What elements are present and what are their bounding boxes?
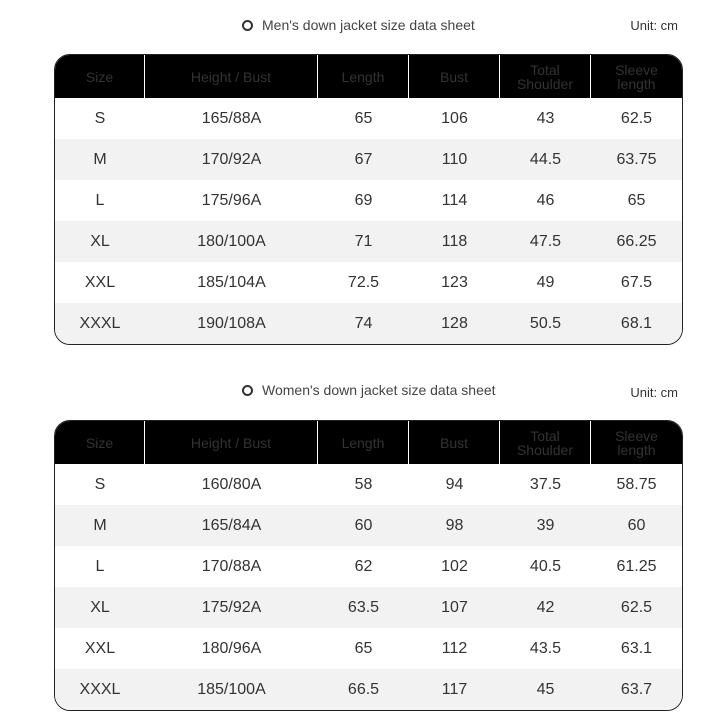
mens-unit-label: Unit: cm [630, 18, 678, 33]
cell-height-bust: 190/108A [197, 314, 266, 332]
cell-bust: 98 [445, 516, 464, 534]
table-row [55, 262, 682, 303]
cell-total-shoulder: 43.5 [529, 639, 562, 657]
table-row [55, 98, 682, 139]
table-row [55, 628, 682, 669]
circle-bullet-icon [242, 20, 253, 31]
table-row [55, 180, 682, 221]
cell-sleeve-length: 68.1 [620, 314, 653, 332]
cell-height-bust: 170/92A [201, 150, 262, 168]
cell-height-bust: 185/100A [197, 680, 266, 698]
cell-bust: 110 [441, 150, 468, 168]
cell-sleeve-length: 61.25 [616, 557, 657, 575]
header-total-shoulder: Total Shoulder [500, 421, 591, 464]
cell-height-bust: 180/100A [197, 232, 266, 250]
cell-sleeve-length: 63.7 [620, 680, 653, 698]
cell-total-shoulder: 43 [536, 109, 555, 127]
cell-sleeve-length: 63.75 [616, 150, 657, 168]
cell-length: 74 [354, 314, 373, 332]
header-sleeve-length: Sleeve length [615, 427, 658, 458]
cell-height-bust: 175/96A [201, 191, 262, 209]
table-row [55, 669, 682, 710]
cell-total-shoulder: 45 [536, 680, 555, 698]
cell-size: XL [90, 598, 110, 616]
cell-size: XXXL [79, 680, 121, 698]
cell-size: XXL [84, 639, 116, 657]
cell-sleeve-length: 67.5 [620, 273, 653, 291]
cell-length: 63.5 [347, 598, 380, 616]
cell-length: 58 [354, 475, 373, 493]
table-row [55, 464, 682, 505]
table-row [55, 221, 682, 262]
cell-length: 60 [354, 516, 373, 534]
cell-total-shoulder: 37.5 [529, 475, 562, 493]
womens-size-table [54, 420, 683, 711]
cell-bust: 107 [441, 598, 468, 616]
table-row [55, 546, 682, 587]
header-length: Length [318, 421, 409, 464]
table-header-row [55, 421, 682, 464]
cell-total-shoulder: 42 [536, 598, 555, 616]
table-header-row [55, 55, 682, 98]
cell-bust: 123 [441, 273, 468, 291]
womens-unit-label: Unit: cm [630, 385, 678, 400]
cell-size: S [94, 475, 106, 493]
cell-bust: 106 [441, 109, 468, 127]
cell-bust: 128 [441, 314, 468, 332]
cell-length: 71 [354, 232, 373, 250]
header-total-shoulder: Total Shoulder [500, 55, 591, 98]
table-row [55, 587, 682, 628]
cell-length: 72.5 [347, 273, 380, 291]
cell-bust: 114 [441, 191, 468, 209]
cell-height-bust: 170/88A [201, 557, 262, 575]
cell-total-shoulder: 44.5 [529, 150, 562, 168]
cell-bust: 94 [445, 475, 464, 493]
cell-length: 66.5 [347, 680, 380, 698]
header-length: Length [318, 55, 409, 98]
cell-height-bust: 165/88A [201, 109, 262, 127]
cell-length: 69 [354, 191, 373, 209]
cell-size: XXL [84, 273, 116, 291]
header-bust: Bust [409, 421, 500, 464]
cell-total-shoulder: 39 [536, 516, 555, 534]
mens-size-table [54, 54, 683, 345]
cell-bust: 102 [441, 557, 468, 575]
header-bust: Bust [409, 55, 500, 98]
cell-sleeve-length: 65 [627, 191, 646, 209]
cell-height-bust: 185/104A [197, 273, 266, 291]
cell-height-bust: 180/96A [201, 639, 262, 657]
cell-sleeve-length: 58.75 [616, 475, 657, 493]
cell-height-bust: 175/92A [201, 598, 262, 616]
table-row [55, 505, 682, 546]
cell-sleeve-length: 63.1 [620, 639, 653, 657]
mens-sheet-title-text: Men's down jacket size data sheet [262, 17, 475, 33]
table-row [55, 139, 682, 180]
header-height-bust: Height / Bust [145, 421, 318, 464]
cell-size: L [95, 191, 105, 209]
cell-total-shoulder: 40.5 [529, 557, 562, 575]
cell-size: S [94, 109, 106, 127]
cell-total-shoulder: 46 [536, 191, 555, 209]
cell-height-bust: 165/84A [201, 516, 262, 534]
cell-length: 65 [354, 639, 373, 657]
cell-length: 62 [354, 557, 373, 575]
cell-length: 65 [354, 109, 373, 127]
mens-sheet-title [242, 17, 475, 33]
header-sleeve-length: Sleeve length [615, 61, 658, 92]
cell-size: M [93, 516, 107, 534]
cell-total-shoulder: 49 [536, 273, 555, 291]
cell-size: XL [90, 232, 110, 250]
cell-size: M [93, 150, 107, 168]
cell-sleeve-length: 62.5 [620, 109, 653, 127]
cell-sleeve-length: 62.5 [620, 598, 653, 616]
header-height-bust: Height / Bust [145, 55, 318, 98]
cell-size: L [95, 557, 105, 575]
cell-bust: 112 [441, 639, 468, 657]
womens-sheet-title-text: Women's down jacket size data sheet [262, 382, 496, 398]
header-size: Size [55, 55, 145, 98]
cell-size: XXXL [79, 314, 121, 332]
cell-height-bust: 160/80A [201, 475, 262, 493]
cell-bust: 117 [441, 680, 468, 698]
cell-bust: 118 [441, 232, 468, 250]
cell-sleeve-length: 66.25 [616, 232, 657, 250]
circle-bullet-icon [242, 385, 253, 396]
header-size: Size [55, 421, 145, 464]
womens-sheet-title [242, 382, 496, 398]
table-row [55, 303, 682, 344]
cell-total-shoulder: 47.5 [529, 232, 562, 250]
cell-sleeve-length: 60 [627, 516, 646, 534]
cell-length: 67 [354, 150, 373, 168]
cell-total-shoulder: 50.5 [529, 314, 562, 332]
